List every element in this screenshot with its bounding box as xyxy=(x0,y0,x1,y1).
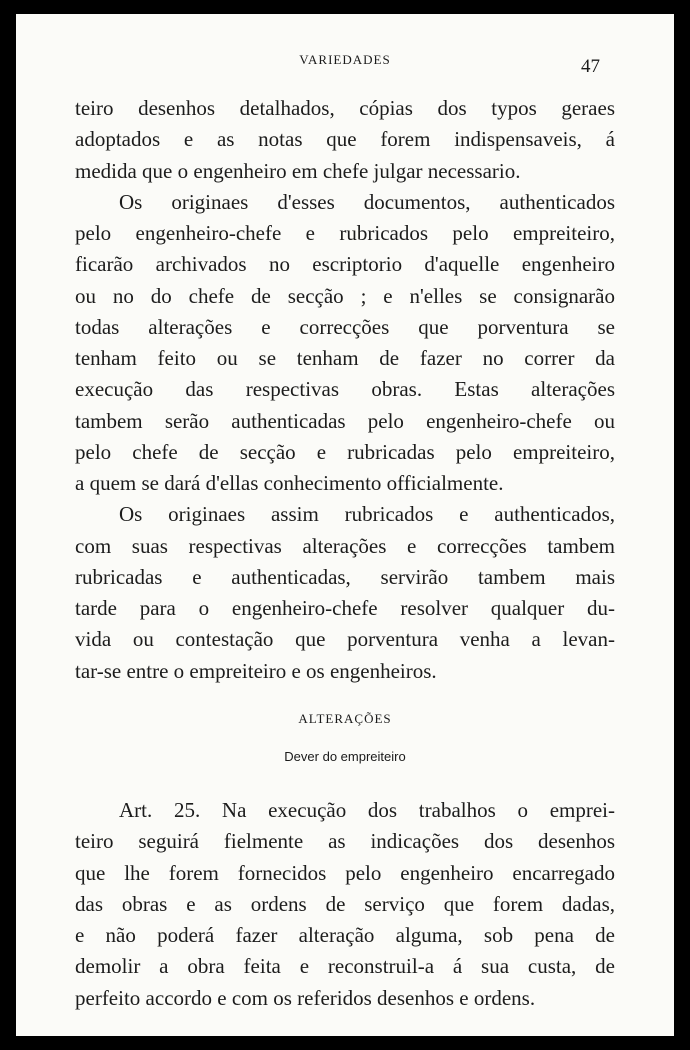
section-title: ALTERAÇÕES xyxy=(298,711,392,726)
paragraph xyxy=(75,499,615,687)
text-line: teiro seguirá fielmente as indicações dos desenhos xyxy=(75,829,615,854)
text-line: Art. 25. Na execução dos trabalhos o emprei- xyxy=(119,798,615,822)
text-line: tar-se entre o empreiteiro e os engenheiros. xyxy=(75,658,437,683)
text-line: pelo engenheiro-chefe e rubricados pelo empreiteiro, xyxy=(75,221,615,245)
body-text-top xyxy=(75,93,615,687)
text-line: teiro desenhos detalhados, cópias dos typos geraes xyxy=(75,96,615,120)
text-line: ou no do chefe de secção ; e n'elles se consignarão xyxy=(75,283,615,308)
text-line: das obras e as ordens de serviço que forem dadas, xyxy=(75,891,615,916)
paragraph xyxy=(75,93,615,187)
text-line: execução das respectivas obras. Estas alterações xyxy=(75,377,615,402)
text-line: com suas respectivas alterações e correcções tambem xyxy=(75,533,615,558)
text-line: a quem se dará d'ellas conhecimento officialmente. xyxy=(75,471,504,495)
text-line: perfeito accordo e com os referidos desenhos e ordens. xyxy=(75,985,536,1010)
book-page xyxy=(16,14,674,1036)
article-text xyxy=(75,795,615,1014)
page-number: 47 xyxy=(581,56,600,77)
text-line: pelo chefe de secção e rubricadas pelo empreiteiro, xyxy=(75,439,615,464)
page-header xyxy=(16,50,674,77)
running-title: VARIEDADES xyxy=(299,52,391,67)
text-line: ficarão archivados no escriptorio d'aquelle engenheiro xyxy=(75,252,615,277)
text-line: todas alterações e correcções que porventura se xyxy=(75,314,615,339)
text-line: demolir a obra feita e reconstruil-a á sua custa, de xyxy=(75,954,615,979)
text-line: e não poderá fazer alteração alguma, sob pena de xyxy=(75,923,615,947)
text-line: que lhe forem fornecidos pelo engenheiro encarregado xyxy=(75,860,615,885)
section-subtitle: Dever do empreiteiro xyxy=(284,749,406,764)
text-line: tambem serão authenticadas pelo engenheiro-chefe ou xyxy=(75,408,615,433)
text-line: medida que o engenheiro em chefe julgar necessario. xyxy=(75,158,521,183)
text-line: vida ou contestação que porventura venha a levan- xyxy=(75,627,615,652)
text-line: adoptados e as notas que forem indispensaveis, á xyxy=(75,127,615,152)
paragraph xyxy=(75,187,615,500)
text-line: Os originaes d'esses documentos, authenticados xyxy=(119,189,615,214)
text-line: rubricadas e authenticadas, servirão tambem mais xyxy=(75,564,615,589)
text-line: tenham feito ou se tenham de fazer no correr da xyxy=(75,346,615,370)
text-line: Os originaes assim rubricados e authenticados, xyxy=(119,502,615,527)
text-line: tarde para o engenheiro-chefe resolver qualquer du- xyxy=(75,596,615,620)
